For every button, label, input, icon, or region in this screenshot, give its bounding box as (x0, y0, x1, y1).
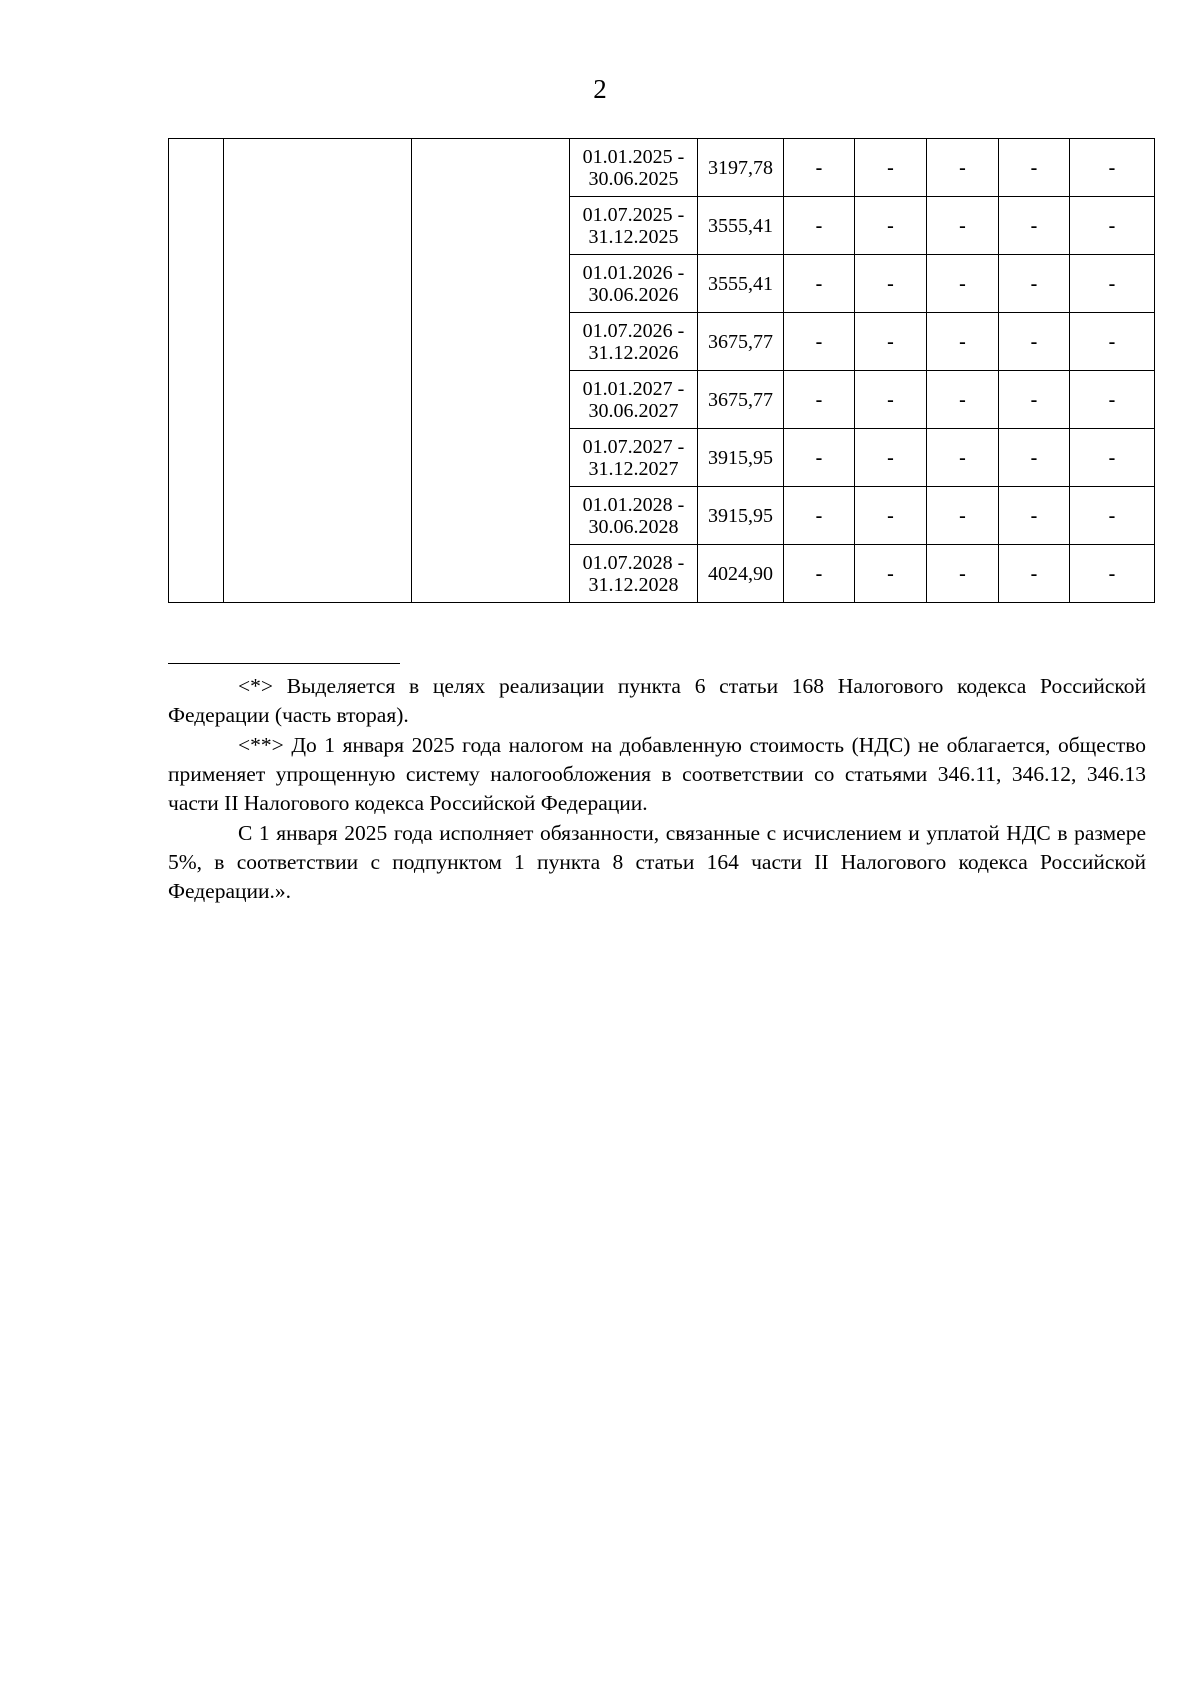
dash-cell: - (1070, 371, 1155, 429)
tariff-value-cell: 3555,41 (698, 255, 784, 313)
dash-cell: - (784, 313, 855, 371)
dash-cell: - (784, 371, 855, 429)
dash-cell: - (927, 197, 999, 255)
dash-cell: - (999, 255, 1070, 313)
tariff-value-cell: 3915,95 (698, 487, 784, 545)
dash-cell: - (784, 487, 855, 545)
period-start: 01.01.2028 - (582, 493, 685, 516)
footnote-1: <*> Выделяется в целях реализации пункта 6 статьи 168 Налогового кодекса Российской Федерации (часть вторая). (168, 674, 1146, 727)
period-end: 31.12.2026 (588, 341, 679, 364)
footnote-separator (168, 663, 400, 664)
dash-cell: - (999, 371, 1070, 429)
tariff-table-body (169, 139, 1155, 603)
period-end: 30.06.2026 (588, 283, 679, 306)
dash-cell: - (927, 371, 999, 429)
tariff-table (168, 138, 1155, 603)
tariff-value-cell: 3675,77 (698, 371, 784, 429)
dash-cell: - (784, 139, 855, 197)
period-start: 01.07.2027 - (582, 435, 685, 458)
dash-cell: - (855, 545, 927, 603)
period-cell (570, 545, 698, 603)
period-end: 30.06.2027 (588, 399, 679, 422)
dash-cell: - (999, 487, 1070, 545)
dash-cell: - (1070, 313, 1155, 371)
tariff-value-cell: 3197,78 (698, 139, 784, 197)
period-cell (570, 313, 698, 371)
tariff-value-cell: 3555,41 (698, 197, 784, 255)
dash-cell: - (927, 255, 999, 313)
dash-cell: - (999, 139, 1070, 197)
dash-cell: - (927, 487, 999, 545)
period-start: 01.01.2025 - (582, 145, 685, 168)
dash-cell: - (784, 197, 855, 255)
tariff-value-cell: 3915,95 (698, 429, 784, 487)
dash-cell: - (927, 545, 999, 603)
dash-cell: - (999, 545, 1070, 603)
dash-cell: - (855, 139, 927, 197)
dash-cell: - (927, 139, 999, 197)
period-start: 01.01.2027 - (582, 377, 685, 400)
table-row (169, 139, 1155, 197)
period-cell (570, 255, 698, 313)
name-cell (224, 139, 412, 603)
period-cell (570, 487, 698, 545)
dash-cell: - (1070, 197, 1155, 255)
dash-cell: - (855, 371, 927, 429)
dash-cell: - (855, 487, 927, 545)
page-number: 2 (593, 74, 607, 104)
dash-cell: - (855, 197, 927, 255)
description-cell (412, 139, 570, 603)
period-start: 01.01.2026 - (582, 261, 685, 284)
period-cell (570, 371, 698, 429)
footnote-3: С 1 января 2025 года исполняет обязанности, связанные с исчислением и уплатой НДС в размере 5%, в соответствии с подпунктом 1 пункта 8 статьи 164 части II Налогового кодекса Российской Федерации.». (168, 821, 1146, 903)
dash-cell: - (784, 429, 855, 487)
period-start: 01.07.2028 - (582, 551, 685, 574)
period-end: 31.12.2028 (588, 573, 679, 596)
period-start: 01.07.2026 - (582, 319, 685, 342)
dash-cell: - (1070, 429, 1155, 487)
period-cell (570, 197, 698, 255)
dash-cell: - (784, 255, 855, 313)
dash-cell: - (855, 255, 927, 313)
dash-cell: - (1070, 545, 1155, 603)
tariff-value-cell: 3675,77 (698, 313, 784, 371)
period-cell (570, 429, 698, 487)
dash-cell: - (999, 429, 1070, 487)
dash-cell: - (1070, 139, 1155, 197)
dash-cell: - (855, 313, 927, 371)
dash-cell: - (784, 545, 855, 603)
period-cell (570, 139, 698, 197)
period-end: 30.06.2025 (588, 167, 679, 190)
period-end: 31.12.2025 (588, 225, 679, 248)
dash-cell: - (1070, 255, 1155, 313)
footnotes (168, 672, 1146, 907)
period-end: 31.12.2027 (588, 457, 679, 480)
period-start: 01.07.2025 - (582, 203, 685, 226)
dash-cell: - (927, 313, 999, 371)
dash-cell: - (999, 313, 1070, 371)
tariff-value-cell: 4024,90 (698, 545, 784, 603)
dash-cell: - (855, 429, 927, 487)
dash-cell: - (1070, 487, 1155, 545)
dash-cell: - (927, 429, 999, 487)
row-number-cell (169, 139, 224, 603)
dash-cell: - (999, 197, 1070, 255)
period-end: 30.06.2028 (588, 515, 679, 538)
footnote-2: <**> До 1 января 2025 года налогом на добавленную стоимость (НДС) не облагается, общество применяет упрощенную систему налогообложения в соответствии со статьями 346.11, 346.12, 346.13 части II Налогового кодекса Российской Федерации. (168, 733, 1146, 815)
